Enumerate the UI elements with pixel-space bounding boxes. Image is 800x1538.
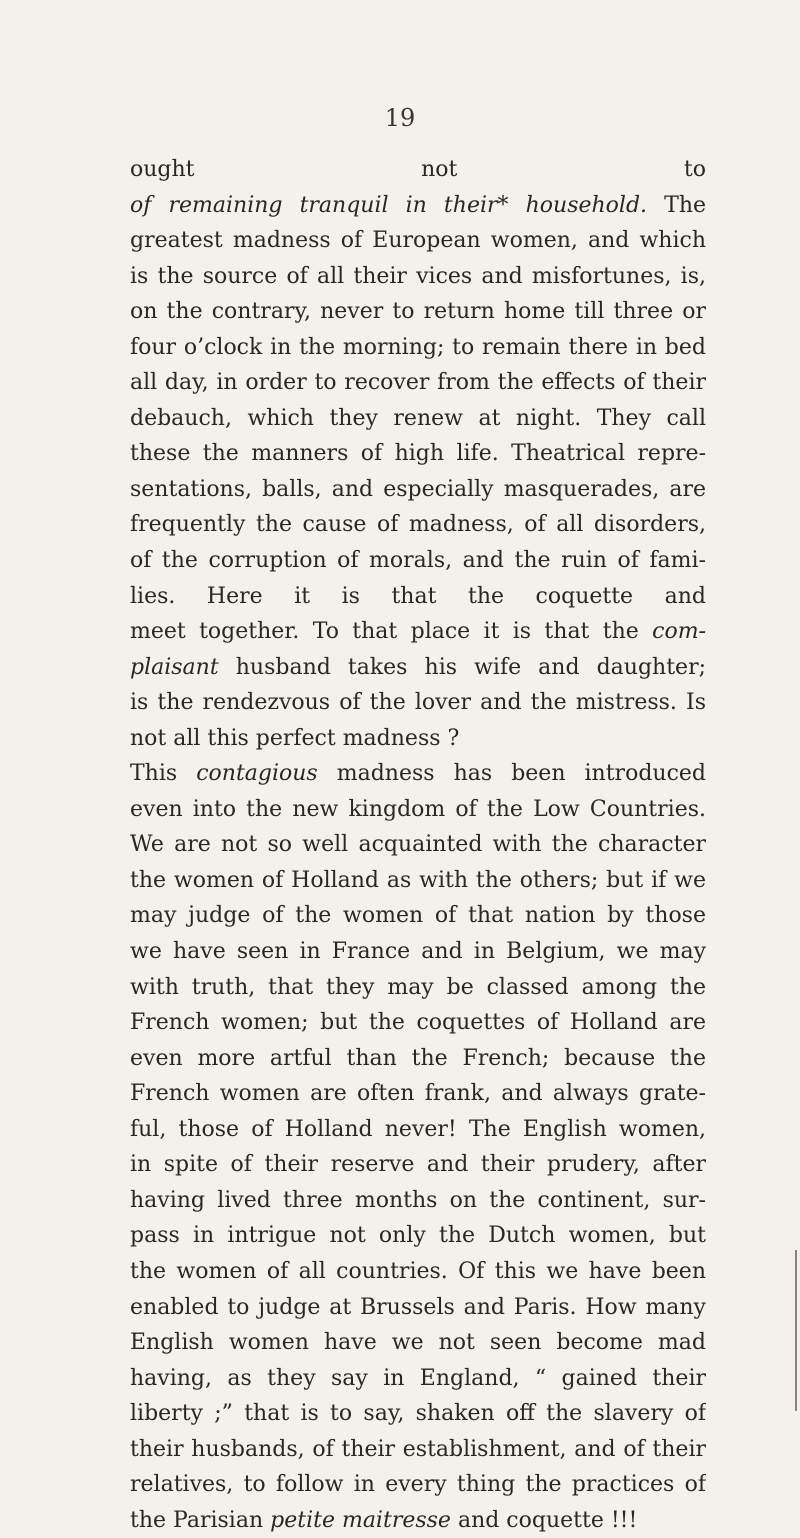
text-run: husband takes his wife and daughter;	[235, 654, 706, 680]
text-run: even into the new kingdom of the Low Countries.	[130, 796, 706, 822]
text-run: debauch, which they renew at night. They call	[130, 405, 706, 431]
text-line	[130, 934, 706, 970]
text-run: English women have we not seen become mad	[130, 1330, 706, 1356]
text-run: *	[497, 192, 526, 218]
text-run: their husbands, of their establishment, and of their	[130, 1436, 706, 1462]
text-run: of the corruption of morals, and the ruin of fami-	[130, 548, 706, 574]
text-run: pass in intrigue not only the Dutch women, but	[130, 1223, 706, 1249]
page-edge-mark	[795, 1250, 797, 1411]
text-line	[130, 756, 706, 792]
text-line	[130, 152, 706, 188]
text-run: having lived three months on the continent, sur-	[130, 1187, 706, 1213]
text-run: is the source of all their vices and misfortunes, is,	[130, 263, 706, 289]
text-line	[130, 1076, 706, 1112]
text-run: madness has been introduced	[317, 761, 706, 787]
text-run: ought not to	[130, 157, 706, 182]
text-run: the Parisian	[130, 1507, 271, 1533]
text-line	[130, 1112, 706, 1148]
text-line	[130, 259, 706, 295]
text-run: may judge of the women of that nation by those	[130, 903, 706, 929]
text-run: We are not so well acquainted with the character	[130, 832, 706, 858]
text-line	[130, 223, 706, 259]
text-run: not all this perfect madness ?	[130, 725, 460, 751]
text-run: on the contrary, never to return home till three or	[130, 299, 706, 325]
body-text	[130, 152, 706, 1538]
text-run: lies. Here it is that the coquette and	[130, 583, 706, 609]
text-run: we have seen in France and in Belgium, we may	[130, 939, 706, 965]
text-run: sentations, balls, and especially masquerades, are	[130, 476, 706, 502]
text-line	[130, 579, 706, 615]
text-run: The	[647, 192, 706, 218]
text-line	[130, 1183, 706, 1219]
text-run: frequently the cause of madness, of all disorders,	[130, 512, 706, 538]
text-line	[130, 472, 706, 508]
text-line	[130, 685, 706, 721]
text-run: the women of all countries. Of this we have been	[130, 1258, 706, 1284]
text-line	[130, 401, 706, 437]
italic-text: contagious	[196, 761, 318, 787]
text-line	[130, 721, 706, 757]
text-run: relatives, to follow in every thing the practices of	[130, 1472, 706, 1498]
text-line	[130, 188, 706, 224]
italic-text: com-	[652, 619, 706, 645]
text-line	[130, 1290, 706, 1326]
italic-text: petite maitresse	[270, 1507, 451, 1533]
text-line	[130, 1432, 706, 1468]
italic-text: of remaining tranquil in their	[130, 192, 498, 218]
text-run: having, as they say in England, “ gained their	[130, 1365, 706, 1391]
text-line	[130, 436, 706, 472]
text-run: liberty ;” that is to say, shaken off the slavery of	[130, 1401, 706, 1427]
text-line	[130, 1254, 706, 1290]
text-line	[130, 365, 706, 401]
page-number: 19	[384, 104, 416, 132]
text-run: even more artful than the French; because the	[130, 1045, 706, 1071]
text-line	[130, 792, 706, 828]
text-run: is the rendezvous of the lover and the mistress. Is	[130, 690, 706, 716]
text-line	[130, 1147, 706, 1183]
text-run: French women; but the coquettes of Holland are	[130, 1010, 706, 1036]
text-line	[130, 1218, 706, 1254]
text-run: all day, in order to recover from the effects of their	[130, 370, 706, 396]
text-line	[130, 827, 706, 863]
text-line	[130, 1041, 706, 1077]
text-line	[130, 863, 706, 899]
text-line	[130, 543, 706, 579]
italic-text: plaisant	[130, 654, 219, 680]
text-line	[130, 1396, 706, 1432]
text-run: and coquette !!!	[450, 1507, 638, 1533]
text-line	[130, 970, 706, 1006]
text-line	[130, 1361, 706, 1397]
text-line	[130, 614, 706, 650]
text-run: greatest madness of European women, and which	[130, 228, 706, 254]
text-run: four o’clock in the morning; to remain there in bed	[130, 334, 706, 360]
text-run: meet together. To that place it is that the	[130, 619, 653, 645]
text-line	[130, 330, 706, 366]
text-run: these the manners of high life. Theatrical repre-	[130, 441, 706, 467]
text-line	[130, 1005, 706, 1041]
text-run: French women are often frank, and always grate-	[130, 1081, 706, 1107]
text-run: the women of Holland as with the others; but if we	[130, 867, 706, 893]
text-run: in spite of their reserve and their prudery, after	[130, 1152, 706, 1178]
text-line	[130, 1503, 706, 1538]
text-run: ful, those of Holland never! The English women,	[130, 1116, 706, 1142]
text-line	[130, 1325, 706, 1361]
text-line	[130, 1467, 706, 1503]
text-run: This	[130, 761, 197, 787]
text-line	[130, 650, 706, 686]
italic-text: household.	[525, 192, 648, 218]
text-run: with truth, that they may be classed among the	[130, 974, 706, 1000]
text-line	[130, 898, 706, 934]
text-line	[130, 507, 706, 543]
text-line	[130, 294, 706, 330]
text-run: enabled to judge at Brussels and Paris. How many	[130, 1294, 706, 1320]
